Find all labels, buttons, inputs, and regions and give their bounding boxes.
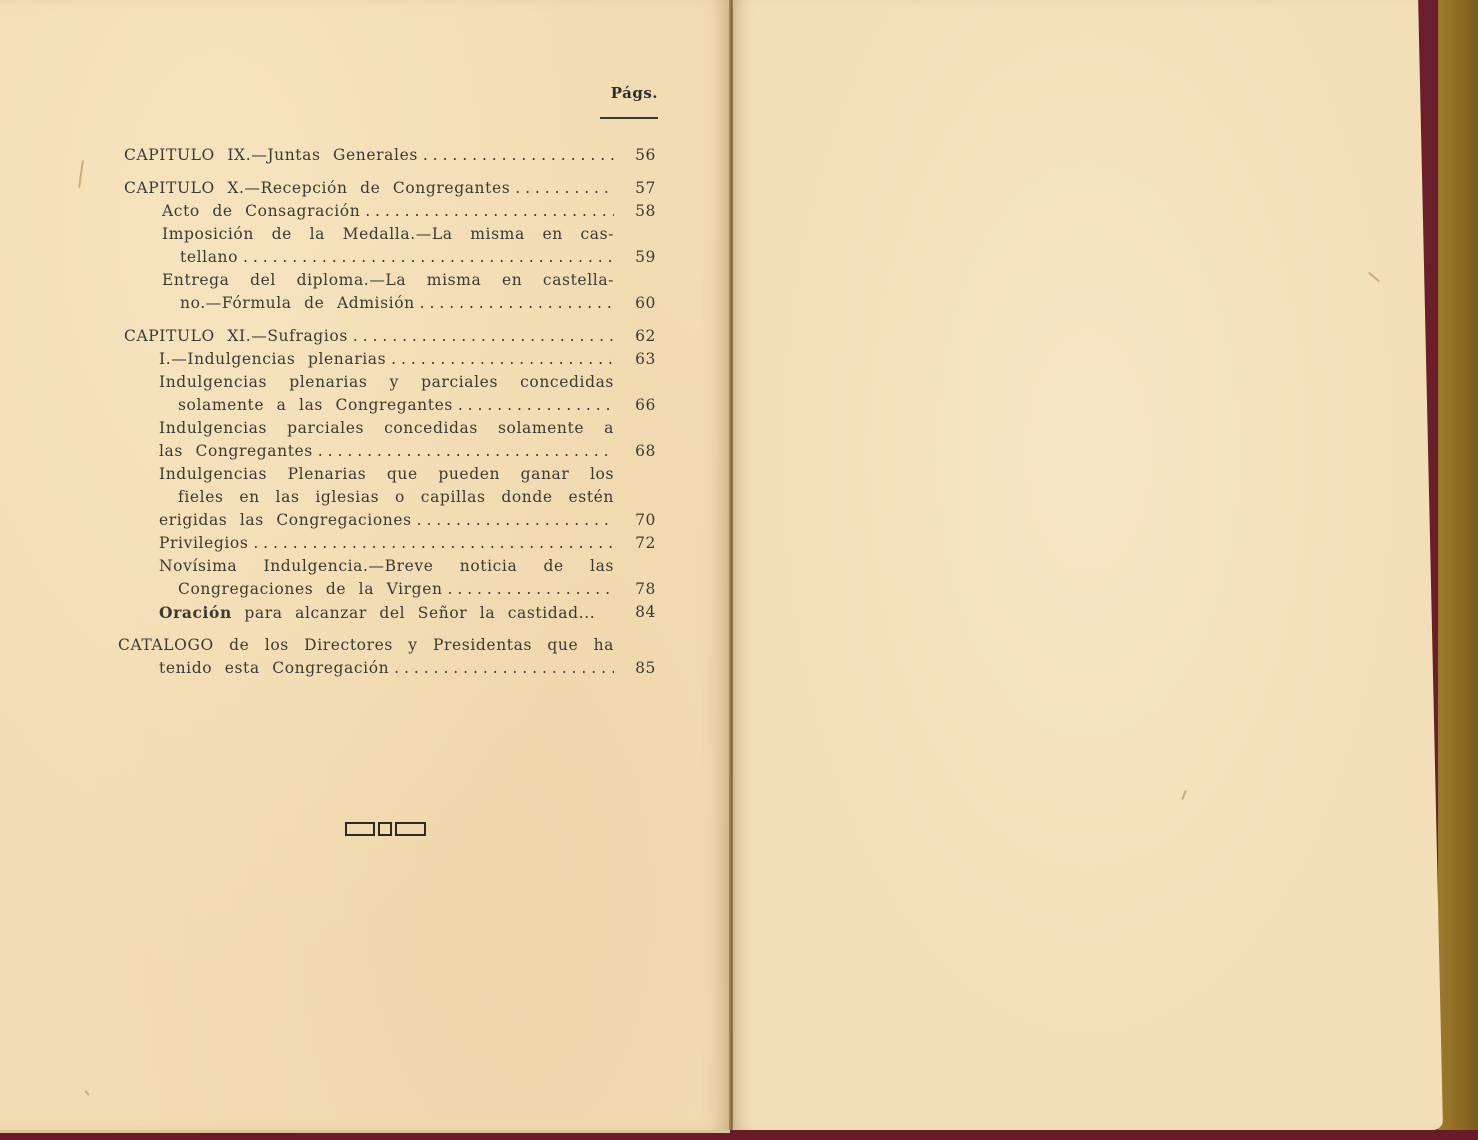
toc-entry-title: Imposición de la Medalla.—La misma en cas-	[162, 225, 614, 243]
toc-entry-title: tenido esta Congregación . . .	[159, 657, 614, 680]
left-page	[0, 0, 730, 1133]
toc-entry-title: no.—Fórmula de Admisión . . .	[180, 292, 614, 315]
toc-entry	[118, 177, 660, 200]
toc-entry-title: erigidas las Congregaciones . . .	[159, 509, 614, 532]
toc-entry	[118, 394, 660, 417]
paper-fleck	[78, 160, 84, 188]
toc-entry	[118, 634, 660, 657]
toc-entry-page: 78	[635, 580, 656, 598]
toc-entry-page: 72	[635, 534, 656, 552]
book-cover-edge	[1438, 0, 1478, 1140]
toc-entry-page: 63	[635, 350, 656, 368]
toc-entry	[118, 555, 660, 578]
toc-entry	[118, 532, 660, 555]
pages-column-header: Págs.	[610, 84, 658, 102]
toc-entry-page: 85	[635, 659, 656, 677]
toc-entry-page: 62	[635, 327, 656, 345]
toc-entry	[118, 269, 660, 292]
section-end-ornament	[345, 822, 426, 836]
header-rule	[600, 117, 658, 119]
toc-entry-page: 70	[635, 511, 656, 529]
toc-entry-title: CAPITULO XI.—Sufragios . . .	[124, 325, 614, 348]
ornament-box-center	[378, 822, 392, 836]
toc-entry-title: CAPITULO X.—Recepción de Congregantes . . .	[124, 177, 614, 200]
right-page	[733, 0, 1443, 1130]
paper-fleck	[1368, 272, 1380, 283]
toc-entry-title: Indulgencias plenarias y parciales concedidas	[159, 373, 614, 391]
toc-entry-page: 60	[635, 294, 656, 312]
toc-entry	[118, 246, 660, 269]
toc-entry-title: solamente a las Congregantes . . .	[178, 394, 614, 417]
toc-entry-page: 66	[635, 396, 656, 414]
toc-entry	[118, 223, 660, 246]
toc-entry-page: 58	[635, 202, 656, 220]
toc-entry-title	[159, 601, 614, 625]
toc-entry	[118, 440, 660, 463]
toc-entry	[118, 463, 660, 486]
toc-entry	[118, 348, 660, 371]
toc-entry	[118, 601, 660, 624]
toc-entry	[118, 417, 660, 440]
toc-entry	[118, 371, 660, 394]
toc-entry-title: Privilegios . . .	[159, 532, 614, 555]
toc-entry	[118, 325, 660, 348]
toc-entry	[118, 292, 660, 315]
toc-entry	[118, 578, 660, 601]
toc-entry-title: Indulgencias Plenarias que pueden ganar los	[159, 465, 614, 483]
toc-entry-title: CAPITULO IX.—Juntas Generales . . .	[124, 144, 614, 167]
toc-entry-title: fieles en las iglesias o capillas donde estén	[178, 488, 614, 506]
toc-entry-title: las Congregantes . . .	[159, 440, 614, 463]
ornament-box-left	[345, 822, 375, 836]
toc-entry-title: Indulgencias parciales concedidas solamente a	[159, 419, 614, 437]
toc-entry	[118, 144, 660, 167]
toc-entry-page: 84	[635, 603, 656, 621]
toc-entry-page: 57	[635, 179, 656, 197]
toc-entry-page: 59	[635, 248, 656, 266]
toc-entry-title: I.—Indulgencias plenarias . . .	[159, 348, 614, 371]
toc-entry	[118, 657, 660, 680]
toc-entry-title: Entrega del diploma.—La misma en castella-	[162, 271, 614, 289]
toc-entry-page: 68	[635, 442, 656, 460]
ornament-box-right	[395, 822, 426, 836]
toc-entry-title: tellano . . .	[180, 246, 614, 269]
toc-entry-page: 56	[635, 146, 656, 164]
paper-fleck	[84, 1090, 89, 1096]
toc-entry-rest: para alcanzar del Señor la castidad...	[231, 604, 596, 622]
toc-entry-bold-word: Oración	[159, 603, 232, 622]
toc-entry-title: CATALOGO de los Directores y Presidentas que ha	[118, 636, 614, 654]
paper-fleck	[1181, 790, 1186, 800]
toc-entry	[118, 486, 660, 509]
toc-entry-title: Novísima Indulgencia.—Breve noticia de las	[159, 557, 614, 575]
toc-entry-title: Congregaciones de la Virgen . . .	[178, 578, 614, 601]
toc-entry	[118, 200, 660, 223]
toc-entry-title: Acto de Consagración . . .	[162, 200, 614, 223]
toc-entries	[118, 144, 660, 680]
toc-entry	[118, 509, 660, 532]
